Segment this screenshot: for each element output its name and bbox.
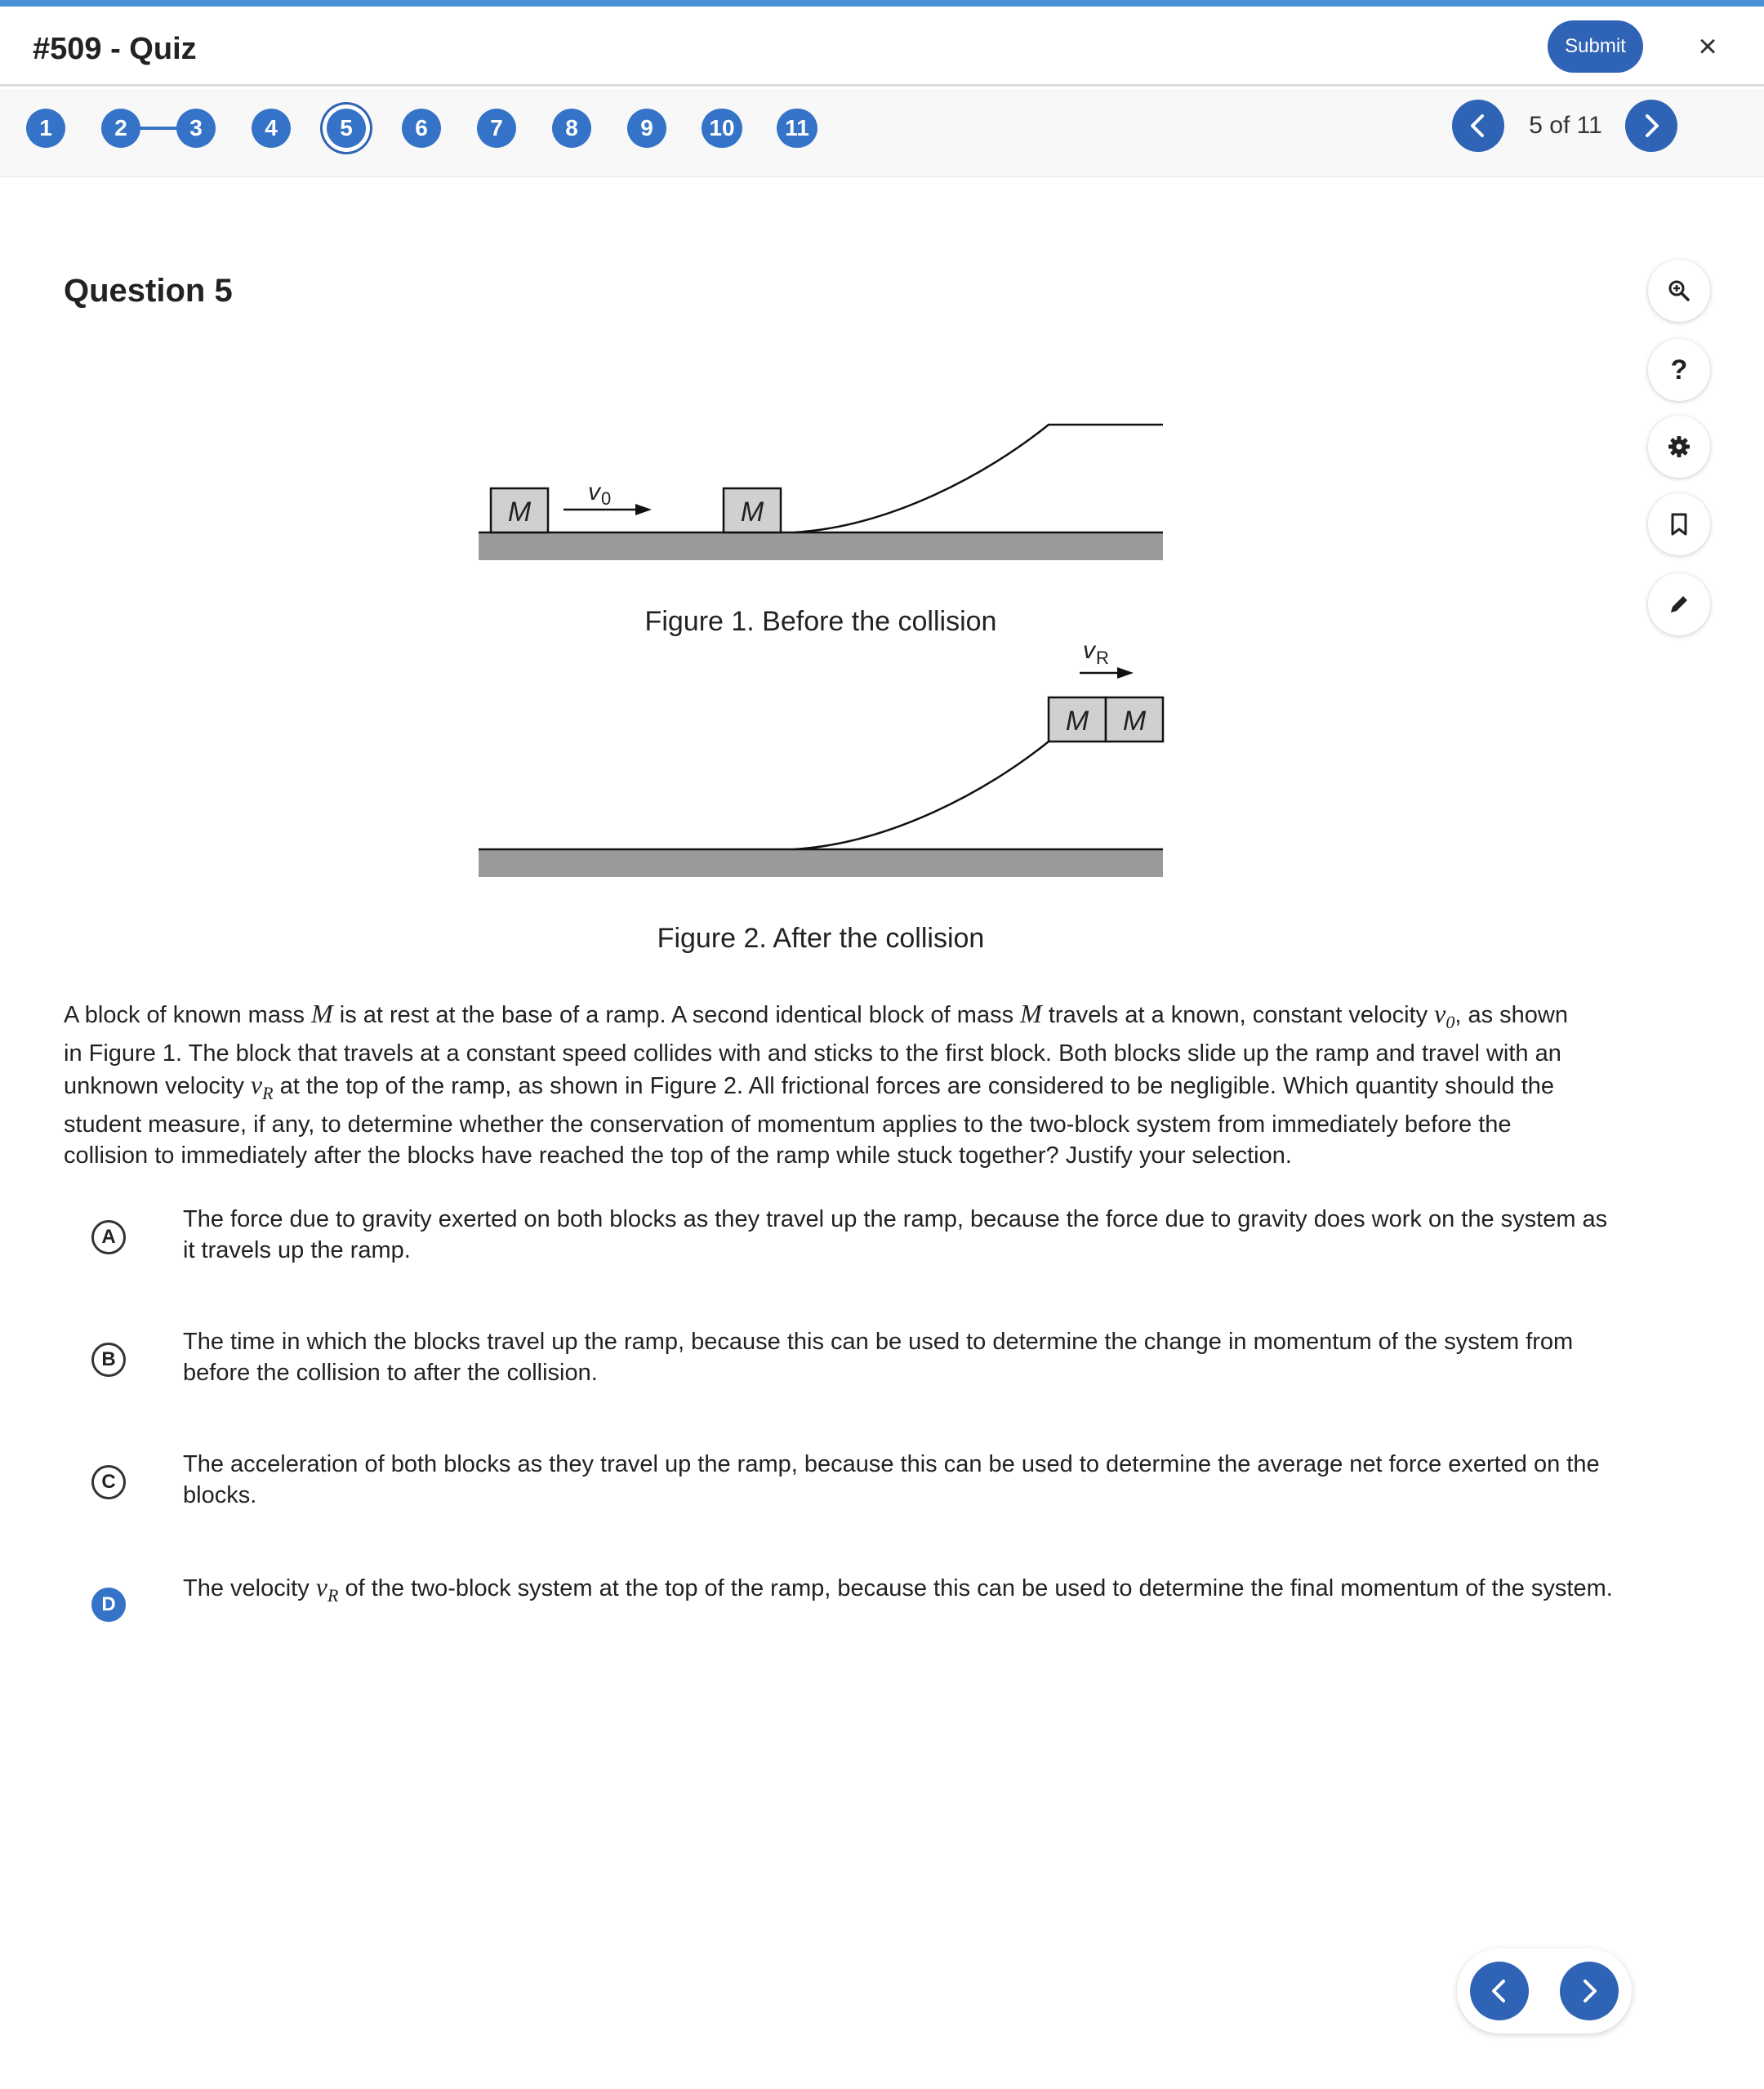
stem-part-3: travels at a known, constant velocity	[1041, 1002, 1435, 1028]
choice-a-letter[interactable]: A	[91, 1220, 126, 1254]
physics-figure	[466, 408, 1184, 964]
figure-2	[479, 637, 1163, 954]
question-nav-item-5-current[interactable]: 5	[327, 109, 366, 148]
submit-button[interactable]: Submit	[1548, 20, 1643, 73]
figure-1-ramp	[794, 425, 1163, 532]
combined-block-right-label: M	[1122, 706, 1147, 737]
choice-b-text[interactable]: The time in which the blocks travel up the ramp, because this can be used to determine the change in momentum of the system from before the collision to after the collision.	[183, 1329, 1574, 1386]
question-nav-item-11[interactable]: 11	[777, 109, 817, 148]
stem-math-vr: v	[250, 1069, 263, 1099]
close-icon[interactable]: ×	[1698, 29, 1717, 65]
vr-arrow-head	[1117, 667, 1134, 679]
question-nav-item-7[interactable]: 7	[477, 109, 516, 148]
moving-block-label: M	[507, 497, 532, 528]
help-button[interactable]	[1648, 339, 1710, 401]
settings-button[interactable]	[1648, 416, 1710, 478]
next-question-button[interactable]	[1625, 100, 1677, 152]
choice-d-math-vr: v	[315, 1572, 327, 1601]
gear-icon	[1668, 435, 1690, 458]
question-nav-item-10[interactable]: 10	[702, 109, 742, 148]
figure-1	[479, 425, 1163, 637]
chevron-right-icon	[1560, 1962, 1619, 2020]
choice-d-text[interactable]	[183, 1571, 1620, 1611]
question-nav-item-4[interactable]: 4	[252, 109, 291, 148]
stem-math-v0: v	[1434, 999, 1446, 1028]
stem-math-mass-1: M	[311, 999, 333, 1028]
figure-2-ramp	[794, 742, 1049, 849]
v0-subscript: 0	[601, 488, 612, 509]
bookmark-button[interactable]	[1648, 493, 1710, 555]
choice-a-text[interactable]: The force due to gravity exerted on both blocks as they travel up the ramp, because the force due to gravity does work on the system as it travels up the ramp.	[183, 1206, 1608, 1263]
bottom-next-button[interactable]	[1560, 1962, 1619, 2020]
stem-part-2: is at rest at the base of a ramp. A second identical block of mass	[332, 1002, 1021, 1028]
choice-d-letter[interactable]: D	[91, 1588, 126, 1622]
figure-2-caption: Figure 2. After the collision	[657, 923, 985, 954]
top-accent-bar	[0, 0, 1764, 7]
bottom-previous-button[interactable]	[1470, 1962, 1529, 2020]
question-nav-item-8[interactable]: 8	[552, 109, 591, 148]
figure-2-ground	[479, 849, 1163, 877]
choice-d-math-vr-subscript: R	[327, 1584, 339, 1606]
stem-math-v0-subscript: 0	[1446, 1011, 1455, 1032]
bookmark-icon	[1668, 512, 1690, 537]
chevron-left-icon	[1452, 100, 1504, 152]
question-title: Question 5	[64, 273, 233, 309]
annotate-button[interactable]	[1648, 573, 1710, 635]
chevron-left-icon	[1470, 1962, 1529, 2020]
choice-d-text-pre: The velocity	[183, 1575, 316, 1601]
v0-label: v	[588, 479, 600, 506]
stem-part-1: A block of known mass	[64, 1002, 312, 1028]
question-nav-item-3[interactable]: 3	[176, 109, 216, 148]
stem-math-mass-2: M	[1020, 999, 1042, 1028]
choice-c-text[interactable]: The acceleration of both blocks as they travel up the ramp, because this can be used to determine the average net force exerted on the blocks.	[183, 1451, 1600, 1508]
question-stem	[64, 998, 1575, 1171]
figure-diagram	[466, 408, 1184, 964]
quiz-title: #509 - Quiz	[33, 32, 197, 66]
question-nav-item-2[interactable]: 2	[101, 109, 140, 148]
choice-c-letter[interactable]: C	[91, 1465, 126, 1499]
question-counter: 5 of 11	[1529, 112, 1602, 139]
stem-part-5: at the top of the ramp, as shown in Figure 2. All frictional forces are considered to be negligible. Which quantity should the student measure, if any, to determine whether the conservation of momentum applies to the two-block system from immediately before the collision to immediately after the blocks have reached the top of the ramp while stuck together? Justify your selection.	[64, 1072, 1555, 1169]
resting-block-label: M	[740, 497, 764, 528]
help-icon: ?	[1670, 354, 1688, 385]
chevron-right-icon	[1625, 100, 1677, 152]
stem-part-4: , as shown in Figure 1. The block that travels at a constant speed collides with and sticks to the first block. Both blocks slide up the ramp and travel with an unknown velocity	[64, 1002, 1568, 1099]
choice-d-text-post: of the two-block system at the top of the ramp, because this can be used to determine the final momentum of the system.	[338, 1575, 1613, 1601]
question-navigator	[0, 89, 1764, 177]
figure-1-ground	[479, 532, 1163, 560]
zoom-button[interactable]	[1648, 260, 1710, 322]
v0-arrow-head	[635, 504, 652, 515]
vr-label: v	[1083, 637, 1095, 664]
question-nav-item-1[interactable]: 1	[26, 109, 65, 148]
previous-question-button[interactable]	[1452, 100, 1504, 152]
combined-block-left-label: M	[1065, 706, 1089, 737]
header	[0, 7, 1764, 87]
bottom-navigation	[1457, 1949, 1632, 2033]
vr-subscript: R	[1096, 648, 1109, 668]
figure-1-caption: Figure 1. Before the collision	[644, 606, 997, 637]
pencil-icon	[1667, 592, 1691, 617]
question-nav-item-6[interactable]: 6	[402, 109, 441, 148]
question-nav-item-9[interactable]: 9	[627, 109, 666, 148]
zoom-in-icon	[1667, 278, 1691, 303]
choice-b-letter[interactable]: B	[91, 1343, 126, 1377]
stem-math-vr-subscript: R	[262, 1082, 274, 1103]
